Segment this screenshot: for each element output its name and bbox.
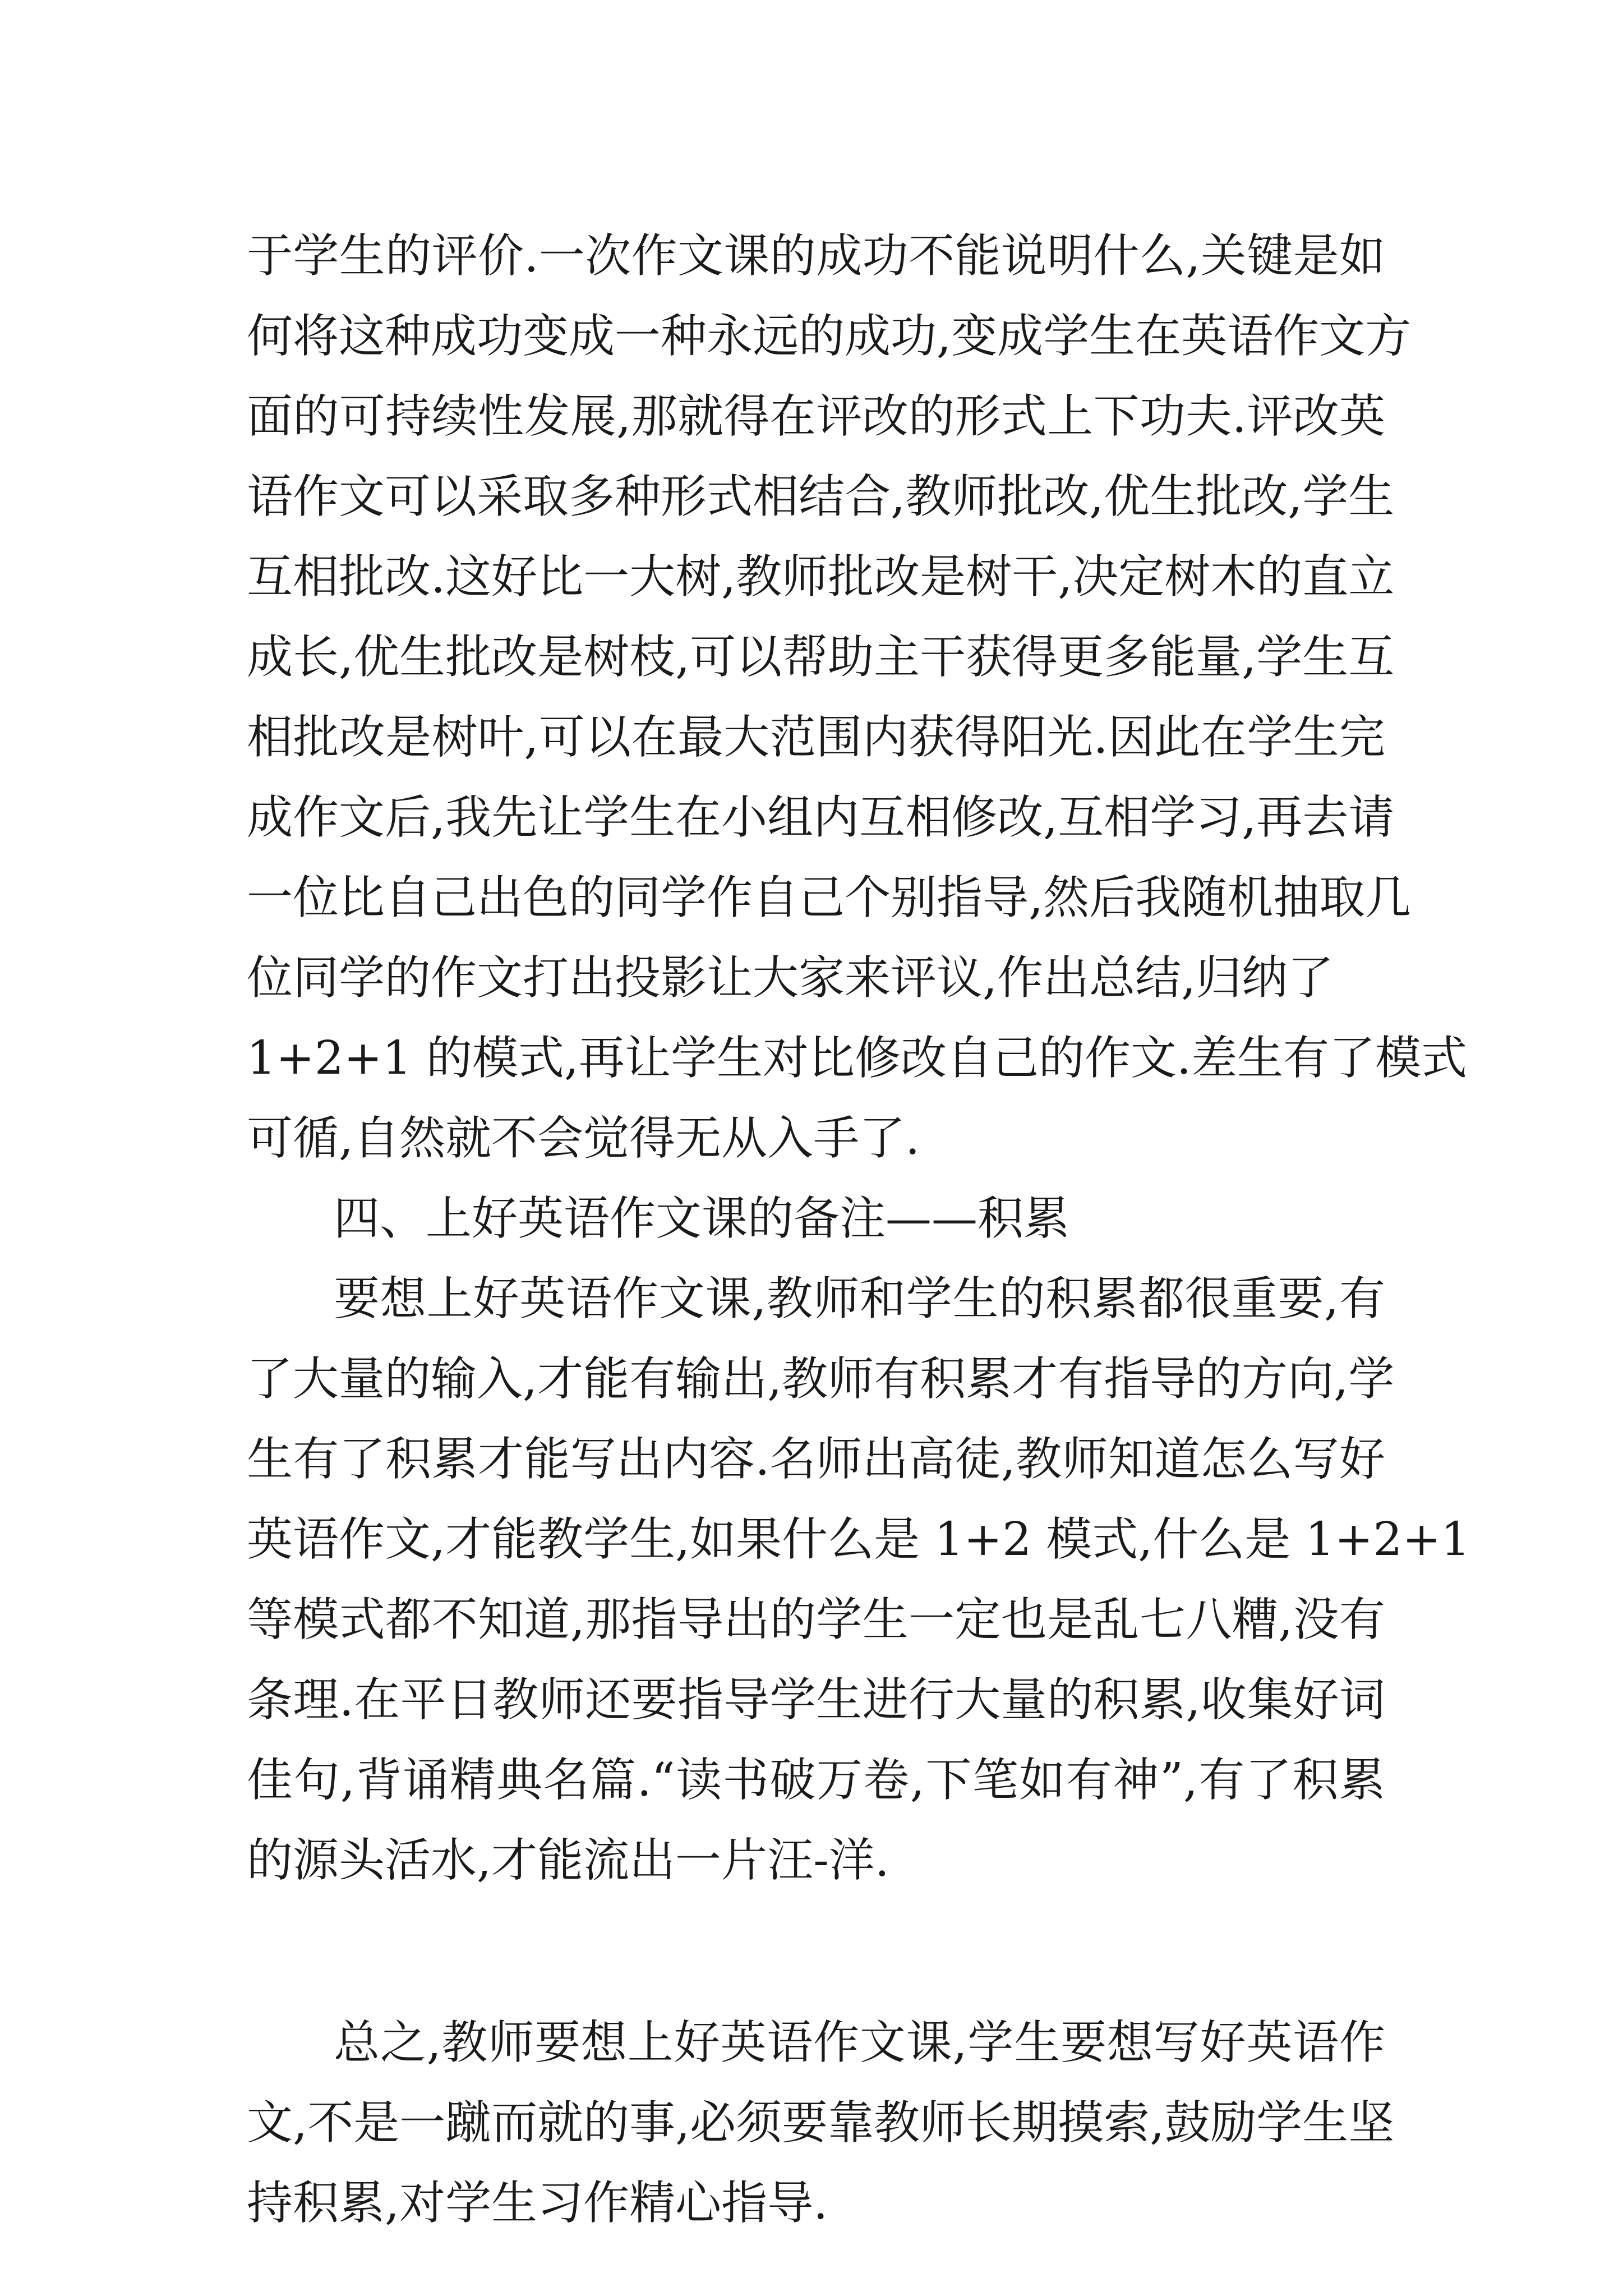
text-line: 何将这种成功变成一种永远的成功,变成学生在英语作文方 [247, 310, 1412, 363]
text-line: 条理.在平日教师还要指导学生进行大量的积累,收集好词 [247, 1673, 1385, 1727]
paragraph-first-line: 要想上好英语作文课,教师和学生的积累都很重要,有 [334, 1272, 1385, 1326]
paragraph-gap [247, 1901, 1385, 2003]
text-line: 英语作文,才能教学生,如果什么是 1+2 模式,什么是 1+2+1 [247, 1513, 1470, 1566]
paragraph-end-line: 持积累,对学生习作精心指导. [247, 2177, 828, 2230]
text-line: 生有了积累才能写出内容.名师出高徒,教师知道怎么写好 [247, 1433, 1385, 1486]
text-line: 于学生的评价.一次作文课的成功不能说明什么,关键是如 [247, 229, 1385, 283]
text-line: 一位比自己出色的同学作自己个别指导,然后我随机抽取几 [247, 871, 1412, 924]
text-line: 等模式都不知道,那指导出的学生一定也是乱七八糟,没有 [247, 1593, 1385, 1646]
section-heading: 四、上好英语作文课的备注——积累 [334, 1192, 1070, 1245]
document-body [247, 216, 1470, 2243]
text-line: 成长,优生批改是树枝,可以帮助主干获得更多能量,学生互 [247, 631, 1395, 684]
text-line: 面的可持续性发展,那就得在评改的形式上下功夫.评改英 [247, 390, 1385, 443]
paragraph-end-line: 可循,自然就不会觉得无从入手了. [247, 1112, 920, 1165]
text-line: 了大量的输入,才能有输出,教师有积累才有指导的方向,学 [247, 1352, 1395, 1406]
text-line: 互相批改.这好比一大树,教师批改是树干,决定树木的直立 [247, 550, 1395, 604]
text-line: 佳句,背诵精典名篇.“读书破万卷,下笔如有神”,有了积累 [247, 1754, 1385, 1807]
text-line: 成作文后,我先让学生在小组内互相修改,互相学习,再去请 [247, 791, 1395, 844]
text-line: 相批改是树叶,可以在最大范围内获得阳光.因此在学生完 [247, 711, 1385, 764]
text-line: 位同学的作文打出投影让大家来评议,作出总结,归纳了 [247, 951, 1334, 1005]
text-line: 语作文可以采取多种形式相结合,教师批改,优生批改,学生 [247, 470, 1395, 523]
paragraph-first-line: 总之,教师要想上好英语作文课,学生要想写好英语作 [334, 2016, 1385, 2069]
text-line: 文,不是一蹴而就的事,必须要靠教师长期摸索,鼓励学生坚 [247, 2096, 1395, 2150]
text-line: 1+2+1 的模式,再让学生对比修改自己的作文.差生有了模式 [247, 1032, 1468, 1085]
paragraph-end-line: 的源头活水,才能流出一片汪-洋. [247, 1834, 889, 1887]
